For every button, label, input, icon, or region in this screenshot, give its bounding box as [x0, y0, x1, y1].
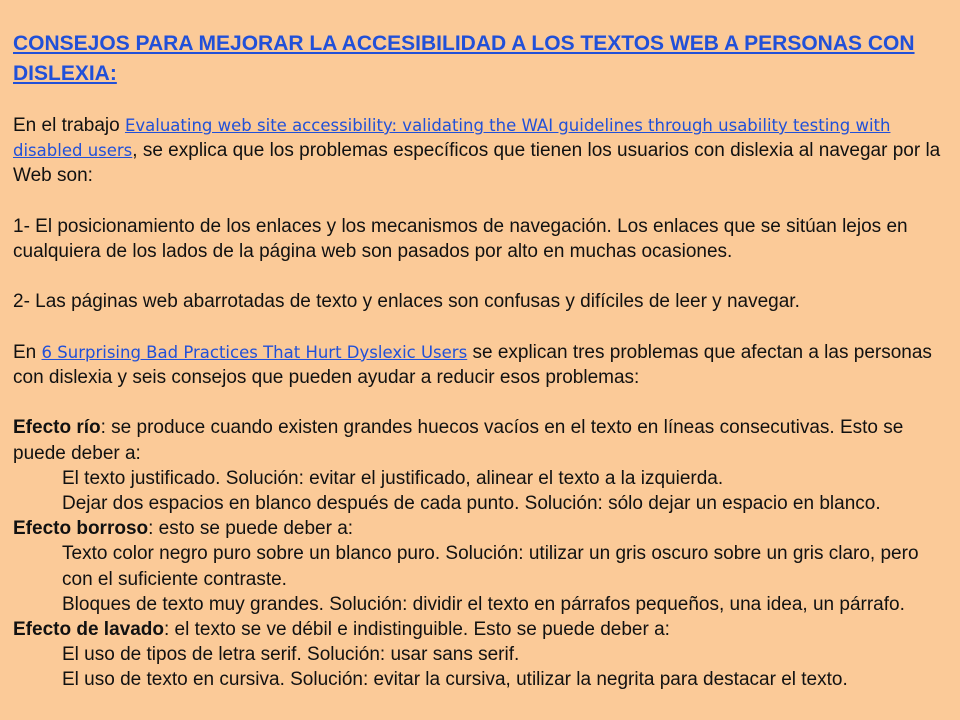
title-link[interactable]: CONSEJOS PARA MEJORAR LA ACCESIBILIDAD A LOS TEXTOS WEB A PERSONAS CON DISLEXIA:: [13, 32, 915, 85]
problem-item-2: 2- Las páginas web abarrotadas de texto y enlaces son confusas y difíciles de leer y navegar.: [13, 291, 800, 313]
effect-blur: [13, 516, 941, 617]
article-link[interactable]: 6 Surprising Bad Practices That Hurt Dyslexic Users: [41, 342, 468, 362]
effect-description: : esto se puede deber a:: [148, 518, 354, 540]
effect-heading: [13, 415, 941, 465]
effect-washout: [13, 617, 941, 693]
intro-paragraph: [13, 113, 941, 189]
effect-name: Efecto borroso: [13, 518, 149, 540]
problem-item-1: 1- El posicionamiento de los enlaces y los mecanismos de navegación. Los enlaces que se sitúan lejos en cualquiera de los lados de la página web son pasados por alto en muchas ocasiones.: [13, 215, 908, 262]
effect-description: : se produce cuando existen grandes huecos vacíos en el texto en líneas consecutivas. Esto se puede deber a:: [13, 417, 904, 464]
effect-description: : el texto se ve débil e indistinguible. Esto se puede deber a:: [164, 619, 670, 640]
effect-cause: El texto justificado. Solución: evitar el justificado, alinear el texto a la izquierda.: [62, 467, 724, 489]
intro-text-before-link: En el trabajo: [13, 115, 125, 136]
effect-name: Efecto de lavado: [13, 619, 164, 640]
effect-cause: El uso de tipos de letra serif. Solución: usar sans serif.: [62, 644, 520, 666]
effect-cause: Bloques de texto muy grandes. Solución: dividir el texto en párrafos pequeños, una idea, un párrafo.: [62, 593, 905, 615]
source-paragraph: [13, 340, 941, 390]
page-title: [13, 29, 941, 89]
effect-cause: El uso de texto en cursiva. Solución: evitar la cursiva, utilizar la negrita para destacar el texto.: [62, 669, 848, 691]
source-text-after-link: se explican tres problemas que afectan a las personas con dislexia y seis consejos que pueden ayudar a reducir esos problemas:: [13, 341, 932, 388]
effect-heading: [13, 617, 941, 642]
effect-cause: Dejar dos espacios en blanco después de cada punto. Solución: sólo dejar un espacio en blanco.: [62, 492, 881, 514]
study-link[interactable]: Evaluating web site accessibility: validating the WAI guidelines through usability testing with disabled users: [13, 116, 891, 161]
source-text-before-link: En: [13, 341, 42, 363]
effect-name: Efecto río: [13, 417, 101, 439]
intro-text-after-link: , se explica que los problemas específicos que tienen los usuarios con dislexia al navegar por la Web son:: [13, 140, 941, 187]
effect-river: [13, 415, 941, 516]
effect-cause: Texto color negro puro sobre un blanco puro. Solución: utilizar un gris oscuro sobre un gris claro, pero con el suficiente contraste.: [62, 543, 919, 590]
effect-heading: [13, 516, 941, 541]
